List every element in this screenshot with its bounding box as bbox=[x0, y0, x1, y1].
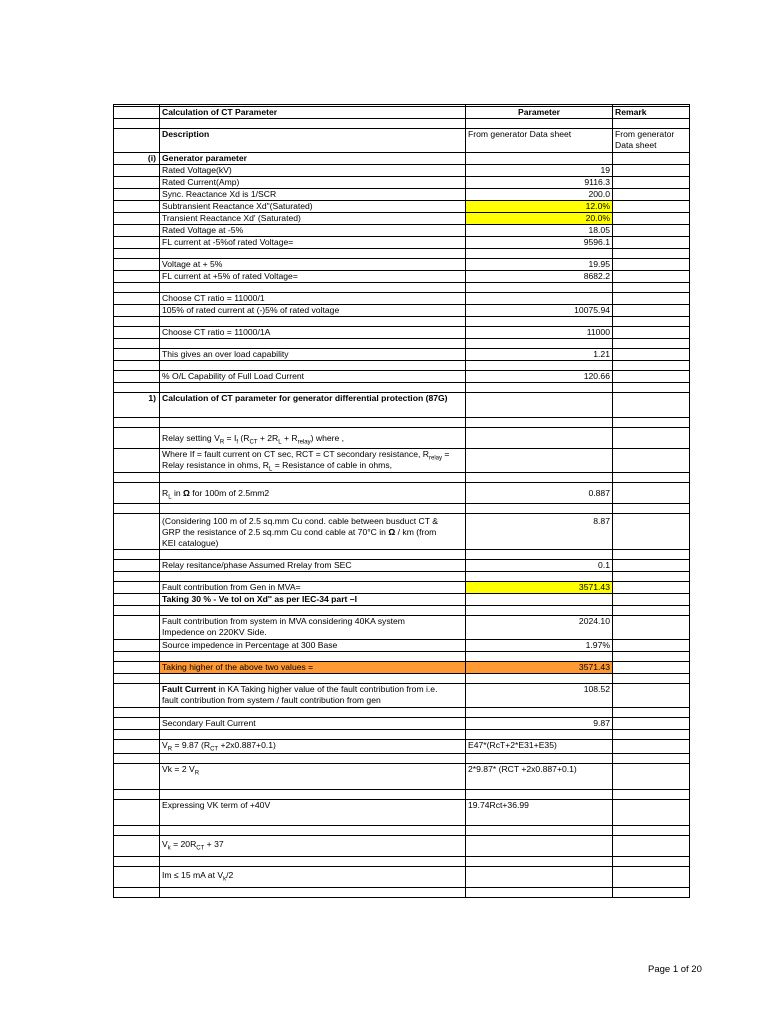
header-row bbox=[114, 107, 690, 119]
table-row bbox=[114, 189, 690, 201]
table-row bbox=[114, 836, 690, 857]
row-label: FL current at +5% of rated Voltage= bbox=[160, 271, 466, 283]
row-label: Secondary Fault Current bbox=[160, 718, 466, 730]
vk20-formula: $V_k = 20R_{CT} + 37$ bbox=[160, 836, 466, 857]
row-label: Choose CT ratio = 11000/1A bbox=[160, 327, 466, 339]
blank-row bbox=[114, 504, 690, 514]
row-label-highlighted: Taking higher of the above two values = bbox=[160, 662, 466, 674]
row-label: Sync. Reactance Xd is 1/SCR bbox=[160, 189, 466, 201]
row-label: Rated Current(Amp) bbox=[160, 177, 466, 189]
table-row bbox=[114, 271, 690, 283]
parameter-header: Parameter bbox=[466, 107, 613, 119]
considering-row bbox=[114, 514, 690, 550]
table-row bbox=[114, 718, 690, 730]
table-row bbox=[114, 177, 690, 189]
blank-row bbox=[114, 119, 690, 129]
row-value: 1.21 bbox=[466, 349, 613, 361]
where-text: Where If = fault current on CT sec, RCT = CT secondary resistance, $R_{relay}$ = Relay resistance in ohms, $R_L$ = Resistance of cable in ohms, bbox=[160, 449, 466, 473]
section-number: (i) bbox=[114, 153, 160, 165]
blank-row bbox=[114, 754, 690, 764]
table-row bbox=[114, 371, 690, 383]
row-label: Rated Voltage at -5% bbox=[160, 225, 466, 237]
where-row bbox=[114, 449, 690, 473]
row-label: Rated Voltage(kV) bbox=[160, 165, 466, 177]
row-value: 108.52 bbox=[466, 684, 613, 708]
table-row bbox=[114, 684, 690, 708]
sheet-title: Calculation of CT Parameter bbox=[160, 107, 466, 119]
row-value: 9116.3 bbox=[466, 177, 613, 189]
blank-row bbox=[114, 826, 690, 836]
row-label: Fault contribution from system in MVA considering 40KA system Impedence on 220KV Side. bbox=[160, 616, 466, 640]
table-row bbox=[114, 662, 690, 674]
row-value: 8682.2 bbox=[466, 271, 613, 283]
row-label: Subtransient Reactance Xd"(Saturated) bbox=[160, 201, 466, 213]
blank-row bbox=[114, 550, 690, 560]
blank-row bbox=[114, 652, 690, 662]
row-param: 2*9.87* (RCT +2x0.887+0.1) bbox=[466, 764, 613, 790]
table-row bbox=[114, 740, 690, 754]
table-row bbox=[114, 349, 690, 361]
blank-row bbox=[114, 317, 690, 327]
row-label: Expressing VK term of +40V bbox=[160, 800, 466, 826]
table-row bbox=[114, 867, 690, 888]
table-row bbox=[114, 594, 690, 606]
blank-row bbox=[114, 708, 690, 718]
row-label: 105% of rated current at (-)5% of rated voltage bbox=[160, 305, 466, 317]
row-value: 18.05 bbox=[466, 225, 613, 237]
blank-row bbox=[114, 674, 690, 684]
row-label: Fault contribution from Gen in MVA= bbox=[160, 582, 466, 594]
row-value-highlighted: 20.0% bbox=[466, 213, 613, 225]
blank-row bbox=[114, 249, 690, 259]
blank-row bbox=[114, 361, 690, 371]
blank-row bbox=[114, 888, 690, 898]
table-row bbox=[114, 213, 690, 225]
table-row bbox=[114, 259, 690, 271]
table-row bbox=[114, 764, 690, 790]
relay-setting-formula: Relay setting $V_R = I_f$ $(R_{CT} + 2R_L + R_{relay})$ where , bbox=[160, 428, 466, 449]
section-number: 1) bbox=[114, 393, 160, 418]
blank-row bbox=[114, 606, 690, 616]
row-value-highlighted: 3571.43 bbox=[466, 582, 613, 594]
table-row bbox=[114, 582, 690, 594]
row-value: 200.0 bbox=[466, 189, 613, 201]
row-label: Relay resitance/phase Assumed Rrelay from SEC bbox=[160, 560, 466, 572]
relay-setting-row bbox=[114, 428, 690, 449]
row-label: Voltage at + 5% bbox=[160, 259, 466, 271]
table-row bbox=[114, 560, 690, 572]
row-param: 19.74Rct+36.99 bbox=[466, 800, 613, 826]
table-row bbox=[114, 305, 690, 317]
section-row bbox=[114, 393, 690, 418]
table-row bbox=[114, 293, 690, 305]
section-title: Generator parameter bbox=[160, 153, 466, 165]
blank-row bbox=[114, 418, 690, 428]
row-value: 9.87 bbox=[466, 718, 613, 730]
considering-text: (Considering 100 m of 2.5 sq.mm Cu cond. cable between busduct CT & GRP the resistance of 2.5 sq.mm Cu cond cable at 70°C in Ω / km (from KEI catalogue) bbox=[160, 514, 466, 550]
blank-row bbox=[114, 730, 690, 740]
table-row bbox=[114, 237, 690, 249]
description-parameter: From generator Data sheet bbox=[466, 129, 613, 153]
row-param: E47*(RcT+2*E31+E35) bbox=[466, 740, 613, 754]
description-remark: From generator Data sheet bbox=[613, 129, 690, 153]
row-label: This gives an over load capability bbox=[160, 349, 466, 361]
blank-row bbox=[114, 857, 690, 867]
calculation-sheet bbox=[113, 104, 690, 898]
row-label: FL current at -5%of rated Voltage= bbox=[160, 237, 466, 249]
remark-header: Remark bbox=[613, 107, 690, 119]
table-row bbox=[114, 201, 690, 213]
description-label: Description bbox=[160, 129, 466, 153]
row-value: 1.97% bbox=[466, 640, 613, 652]
row-value: 19.95 bbox=[466, 259, 613, 271]
blank-row bbox=[114, 283, 690, 293]
row-value-highlighted: 12.0% bbox=[466, 201, 613, 213]
description-row bbox=[114, 129, 690, 153]
row-value: 11000 bbox=[466, 327, 613, 339]
table-row bbox=[114, 800, 690, 826]
section-row bbox=[114, 153, 690, 165]
row-value: 2024.10 bbox=[466, 616, 613, 640]
blank-row bbox=[114, 473, 690, 483]
row-label: Choose CT ratio = 11000/1 bbox=[160, 293, 466, 305]
row-value: 120.66 bbox=[466, 371, 613, 383]
vr-formula: $V_R = 9.87$ $(R_{CT} +2x0.887+0.1)$ bbox=[160, 740, 466, 754]
vk-formula: Vk = 2 $V_R$ bbox=[160, 764, 466, 790]
blank-row bbox=[114, 339, 690, 349]
page-number: Page 1 of 20 bbox=[648, 964, 702, 975]
row-value-highlighted: 3571.43 bbox=[466, 662, 613, 674]
row-label: % O/L Capability of Full Load Current bbox=[160, 371, 466, 383]
rl-row bbox=[114, 483, 690, 504]
row-value: 10075.94 bbox=[466, 305, 613, 317]
table-row bbox=[114, 225, 690, 237]
blank-row bbox=[114, 572, 690, 582]
im-formula: Im ≤ 15 mA at $V_k/2$ bbox=[160, 867, 466, 888]
rl-label: $R_L$ in Ω for 100m of 2.5mm2 bbox=[160, 483, 466, 504]
row-label: Source impedence in Percentage at 300 Base bbox=[160, 640, 466, 652]
table-row bbox=[114, 640, 690, 652]
row-value: 8.87 bbox=[466, 514, 613, 550]
section-title: Calculation of CT parameter for generator differential protection (87G) bbox=[160, 393, 466, 418]
row-value: 0.887 bbox=[466, 483, 613, 504]
row-label: Transient Reactance Xd' (Saturated) bbox=[160, 213, 466, 225]
table-row bbox=[114, 616, 690, 640]
blank-row bbox=[114, 790, 690, 800]
row-value: 0.1 bbox=[466, 560, 613, 572]
table-row bbox=[114, 327, 690, 339]
fault-current-text: Fault Current in KA Taking higher value of the fault contribution from i.e. fault contribution from system / fault contribution from gen bbox=[160, 684, 466, 708]
blank-row bbox=[114, 383, 690, 393]
row-value: 19 bbox=[466, 165, 613, 177]
row-value: 9596.1 bbox=[466, 237, 613, 249]
table-row bbox=[114, 165, 690, 177]
row-label: Taking 30 % - Ve tol on Xd'' as per IEC-34 part –I bbox=[160, 594, 466, 606]
